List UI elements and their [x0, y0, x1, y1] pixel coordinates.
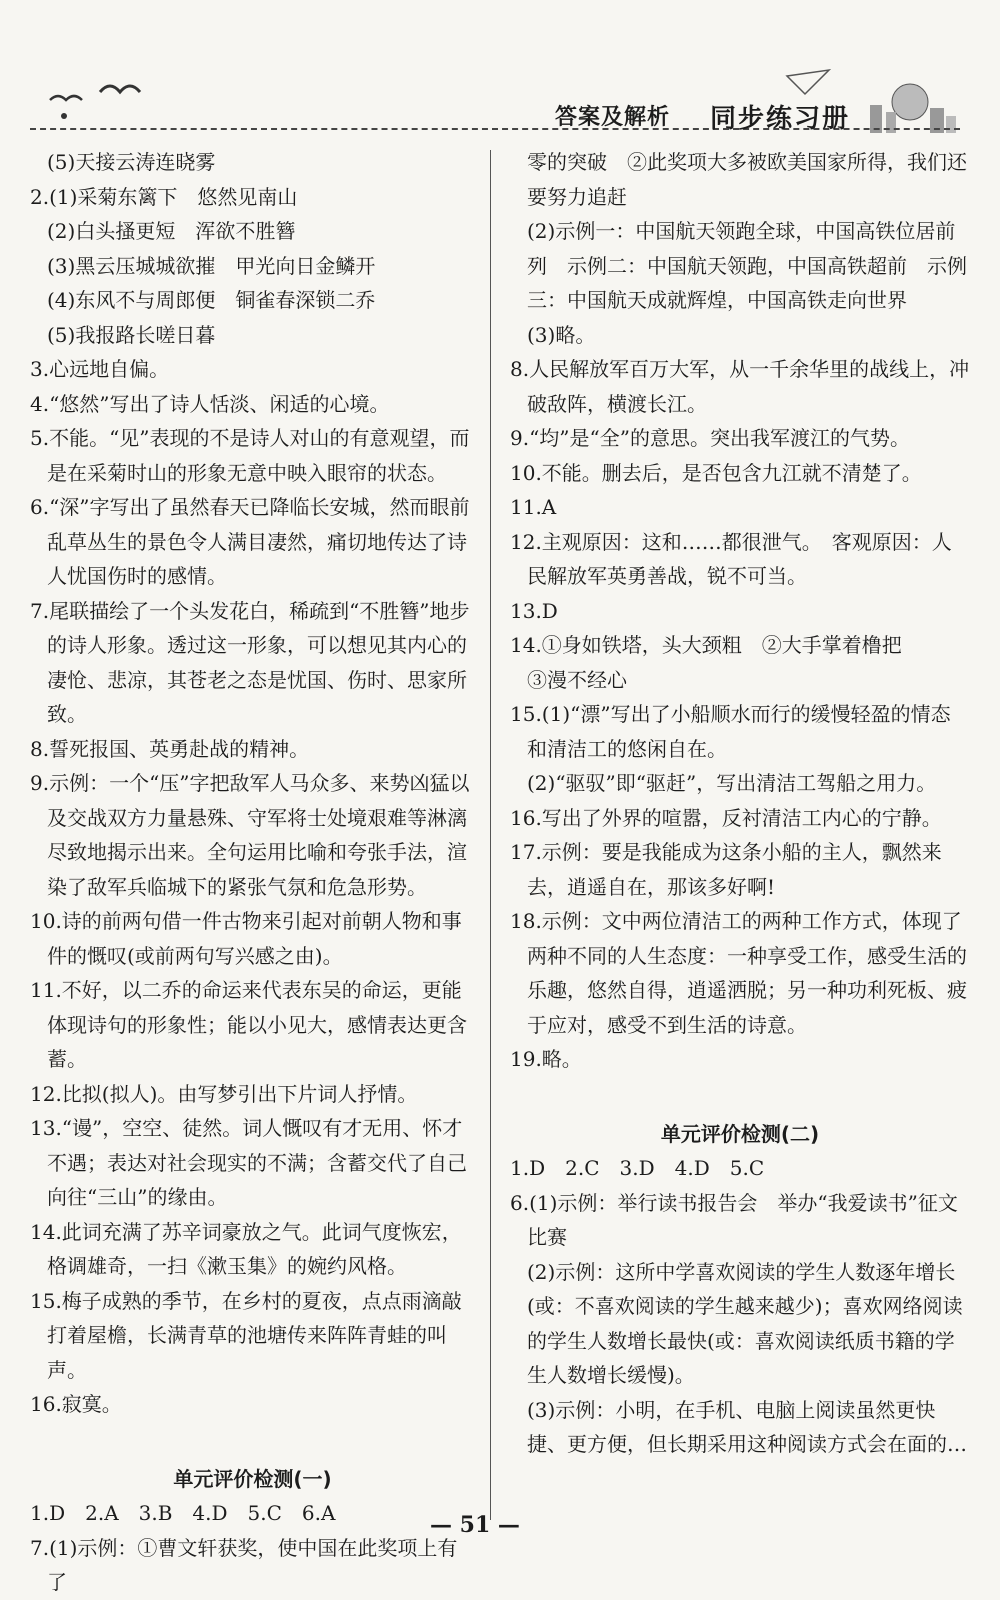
answer-line: 17.示例：要是我能成为这条小船的主人，飘然来去，逍遥自在，那该多好啊! [510, 840, 942, 899]
right-column [510, 145, 970, 1462]
answer-line: 16.寂寞。 [30, 1392, 122, 1416]
answer-line: 11.A [510, 495, 557, 519]
answer-line: 8.誓死报国、英勇赴战的精神。 [30, 736, 310, 761]
header-book-name: 同步练习册 [710, 104, 851, 134]
answer-line: 5.不能。“见”表现的不是诗人对山的有意观望，而是在采菊时山的形象无意中映入眼帘的状态。 [30, 426, 470, 485]
header-title: 答案及解析 [555, 105, 671, 130]
answer-line: 15.(1)“漂”写出了小船顺水而行的缓慢轻盈的情态和清洁工的悠闲自在。 [510, 702, 951, 761]
section-gap [510, 1077, 970, 1117]
column-divider [490, 150, 491, 1520]
answer-line: 12.比拟(拟人)。由写梦引出下片词人抒情。 [30, 1081, 418, 1106]
answer-line: 10.诗的前两句借一件古物来引起对前朝人物和事件的慨叹(或前两句写兴感之由)。 [30, 909, 462, 968]
answer-line: 13.“谩”，空空、徒然。词人慨叹有才无用、怀才不遇；表达对社会现实的不满；含蓄交代了自己向往“三山”的缘由。 [30, 1116, 467, 1209]
answer-line: 16.写出了外界的喧嚣，反衬清洁工内心的宁静。 [510, 805, 942, 830]
section-gap [30, 1422, 475, 1462]
answer-line: (5)我报路长嗟日暮 [47, 322, 216, 347]
answer-line: 18.示例：文中两位清洁工的两种工作方式，体现了两种不同的人生态度：一种享受工作，感受生活的乐趣，悠然自得，逍遥洒脱；另一种功利死板、疲于应对，感受不到生活的诗意。 [510, 909, 967, 1037]
answer-line: 9.示例：一个“压”字把敌军人马众多、来势凶猛以及交战双方力量悬殊、守军将士处境艰难等淋漓尽致地揭示出来。全句运用比喻和夸张手法，渲染了敌军兵临城下的紧张气氛和危急形势。 [30, 771, 470, 899]
answer-line: 11.不好，以二乔的命运来代表东吴的命运，更能体现诗句的形象性；能以小见大，感情表达更含蓄。 [30, 978, 467, 1071]
answer-line: 6.(1)示例：举行读书报告会 举办“我爱读书”征文比赛 [510, 1190, 958, 1249]
answer-line: 2.(1)采菊东篱下 悠然见南山 [30, 184, 298, 209]
left-column [30, 145, 475, 1600]
section-heading: 单元评价检测(二) [660, 1121, 820, 1146]
answer-line: (2)示例：这所中学喜欢阅读的学生人数逐年增长(或：不喜欢阅读的学生越来越少)；喜欢网络阅读的学生人数增长最快(或：喜欢阅读纸质书籍的学生人数增长缓慢)。 [527, 1259, 963, 1387]
answer-line: (2)白头搔更短 浑欲不胜簪 [47, 219, 296, 243]
answer-line: 8.人民解放军百万大军，从一千余华里的战线上，冲破敌阵，横渡长江。 [510, 357, 970, 416]
globe-city-icon [850, 80, 960, 135]
answer-line: 19.略。 [510, 1047, 582, 1071]
answer-line: 4.“悠然”写出了诗人恬淡、闲适的心境。 [30, 391, 390, 416]
answer-line: 13.D [510, 598, 558, 623]
answer-line: 7.尾联描绘了一个头发花白，稀疏到“不胜簪”地步的诗人形象。透过这一形象，可以想见其内心的凄怆、悲凉，其苍老之态是忧国、伤时、思家所致。 [30, 598, 470, 726]
answer-line: (2)“驱驭”即“驱赶”，写出清洁工驾船之用力。 [527, 771, 937, 795]
answer-line: 6.“深”字写出了虽然春天已降临长安城，然而眼前乱草丛生的景色令人满目凄然，痛切地传达了诗人忧国伤时的感情。 [30, 495, 470, 588]
answer-line: 14.①身如铁塔，头大颈粗 ②大手掌着橹把 [510, 633, 902, 657]
answer-line: (5)天接云涛连晓雾 [47, 150, 216, 174]
answer-line: (3)示例：小明，在手机、电脑上阅读虽然更快捷、更方便，但长期采用这种阅读方式会在面的… [527, 1397, 967, 1456]
answer-line: ③漫不经心 [527, 667, 627, 692]
answer-line: 1.D 2.A 3.B 4.D 5.C 6.A [30, 1501, 336, 1525]
answer-line: (2)示例一：中国航天领跑全球，中国高铁位居前列 示例二：中国航天领跑，中国高铁超前 示例三：中国航天成就辉煌，中国高铁走向世界 [527, 219, 967, 312]
page-header [0, 0, 1000, 150]
answer-line: 9.“均”是“全”的意思。突出我军渡江的气势。 [510, 426, 910, 450]
birds-icon [40, 70, 160, 130]
answer-line: 12.主观原因：这和……都很泄气。 客观原因：人民解放军英勇善战，锐不可当。 [510, 529, 952, 588]
answer-line: 1.D 2.C 3.D 4.D 5.C [510, 1156, 765, 1180]
answer-line: 零的突破 ②此奖项大多被欧美国家所得，我们还要努力追赶 [527, 150, 967, 209]
answer-line: (4)东风不与周郎便 铜雀春深锁二乔 [47, 288, 376, 312]
answer-line: 10.不能。删去后，是否包含九江就不清楚了。 [510, 460, 922, 485]
answer-line: 7.(1)示例：①曹文轩获奖，使中国在此奖项上有了 [30, 1535, 458, 1594]
answer-line: (3)略。 [527, 322, 596, 347]
paper-plane-icon [785, 68, 835, 98]
section-heading: 单元评价检测(一) [173, 1466, 332, 1491]
answer-line: 3.心远地自偏。 [30, 357, 170, 381]
answer-line: 15.梅子成熟的季节，在乡村的夏夜，点点雨滴敲打着屋檐，长满青草的池塘传来阵阵青蛙的叫声。 [30, 1288, 462, 1382]
page-number: — 51 — [430, 1512, 520, 1538]
answer-line: 14.此词充满了苏辛词豪放之气。此词气度恢宏，格调雄奇，一扫《漱玉集》的婉约风格。 [30, 1219, 462, 1278]
answer-line: (3)黑云压城城欲摧 甲光向日金鳞开 [47, 253, 376, 278]
